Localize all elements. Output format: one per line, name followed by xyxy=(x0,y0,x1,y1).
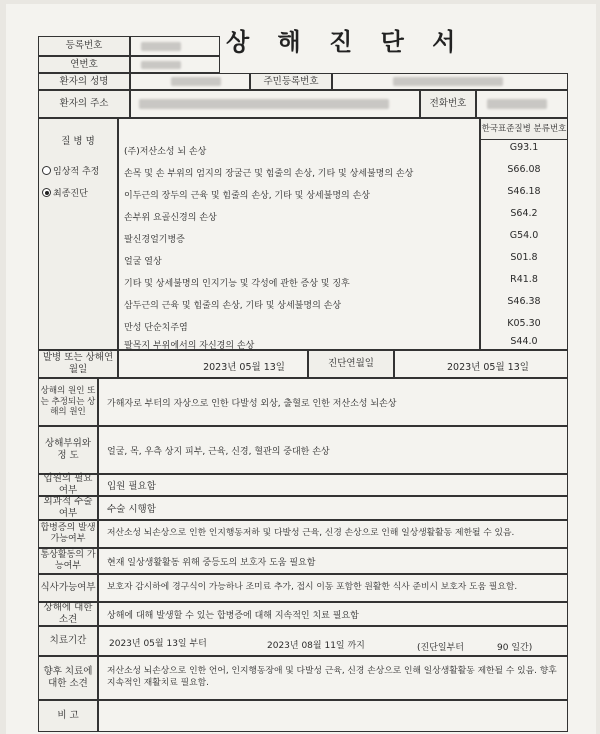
diagnosis-code: S46.38 xyxy=(507,296,541,307)
meal-value: 보호자 감시하에 경구식이 가능하나 조미료 추가, 접시 이동 포함한 원활한 식사 준비시 보호자 도움 필요함. xyxy=(98,574,568,602)
diag-date-cell xyxy=(394,350,568,378)
diagnosis-name: 팔목지 부위에서의 자신경의 손상 xyxy=(124,341,255,351)
admission-value: 입원 필요함 xyxy=(98,474,568,496)
diagnosis-code: G54.0 xyxy=(509,230,539,241)
complication-value: 저산소성 뇌손상으로 인한 인지행동저하 및 다발성 근육, 신경 손상으로 인해 일상생활활동 제한될 수 있음. xyxy=(98,520,568,548)
final-radio[interactable] xyxy=(42,188,51,197)
injury-certificate xyxy=(6,4,596,734)
daily-life-value: 현재 일상생활활동 위해 중등도의 보호자 도움 필요함 xyxy=(98,548,568,574)
diagnosis-code: K05.30 xyxy=(507,318,541,329)
daily-life-label: 통상활동의 가능여부 xyxy=(38,548,98,574)
surgery-label: 외과적 수술여부 xyxy=(38,496,98,520)
treatment-period-cell xyxy=(98,626,568,656)
kcd-header: 한국표준질병 분류번호 xyxy=(480,118,568,140)
resident-no-value xyxy=(332,73,568,90)
phone-value xyxy=(476,90,568,118)
resident-no-label: 주민등록번호 xyxy=(250,73,332,90)
provisional-label: 임상적 추정 xyxy=(53,167,100,177)
diagnosis-name: 얼굴 열상 xyxy=(124,257,162,267)
diagnosis-code: S66.08 xyxy=(507,164,541,175)
diagnosis-name: 손목 및 손 부위의 엄지의 장굴근 및 힘줄의 손상, 기타 및 상세불명의 손상 xyxy=(124,169,414,179)
remarks-value xyxy=(98,700,568,732)
diagnosis-code: G93.1 xyxy=(509,142,539,153)
treatment-to: 2023년 08월 11일 까지 xyxy=(267,641,365,651)
future-label: 향후 치료에 대한 소견 xyxy=(38,656,98,700)
cause-value: 가해자로 부터의 자상으로 인한 다발성 외상, 출혈로 인한 저산소성 뇌손상 xyxy=(98,378,568,426)
diagnosis-name: 손부위 요골신경의 손상 xyxy=(124,213,217,223)
treatment-days: 90 일간) xyxy=(497,643,533,653)
diagnosis-code: S44.0 xyxy=(510,336,538,347)
onset-date-value: 2023년 05월 13일 xyxy=(203,362,285,373)
provisional-radio[interactable] xyxy=(42,166,51,175)
diagnosis-name: 기타 및 상세불명의 인지기능 및 각성에 관한 증상 및 징후 xyxy=(124,279,350,289)
reg-no-label: 등록번호 xyxy=(38,36,130,56)
address-label: 환자의 주소 xyxy=(38,90,130,118)
onset-date-label: 발병 또는 상해연월일 xyxy=(38,350,118,378)
future-value: 저산소성 뇌손상으로 인한 언어, 인지행동장애 및 다발성 근육, 신경 손상으로 인해 일상생활활동 제한될 수 있음. 향후 지속적인 재활치료 필요함. xyxy=(98,656,568,700)
complication-label: 합병증의 발생 가능여부 xyxy=(38,520,98,548)
diagnosis-name: 이두근의 장두의 근육 및 힘줄의 손상, 기타 및 상세불명의 손상 xyxy=(124,191,370,201)
remarks-label: 비 고 xyxy=(38,700,98,732)
diagnosis-label: 질 병 명 xyxy=(61,136,95,147)
patient-name-value xyxy=(130,73,250,90)
diagnosis-code: R41.8 xyxy=(510,274,538,285)
diagnosis-code: S01.8 xyxy=(510,252,538,263)
phone-label: 전화번호 xyxy=(420,90,476,118)
surgery-value: 수술 시행함 xyxy=(98,496,568,520)
diagnosis-code: S46.18 xyxy=(507,186,541,197)
site-label: 상해부위와 정 도 xyxy=(38,426,98,474)
meal-label: 식사가능여부 xyxy=(38,574,98,602)
admission-label: 입원의 필요여부 xyxy=(38,474,98,496)
diag-date-label: 진단연월일 xyxy=(308,350,394,378)
diag-date-value: 2023년 05월 13일 xyxy=(447,362,529,373)
site-value: 얼굴, 목, 우측 상지 피부, 근육, 신경, 혈관의 중대한 손상 xyxy=(98,426,568,474)
diagnosis-label-cell xyxy=(38,118,118,350)
treatment-period-label: 치료기간 xyxy=(38,626,98,656)
diagnosis-name: (주)저산소성 뇌 손상 xyxy=(124,147,207,157)
reg-no-value xyxy=(130,36,220,56)
diagnosis-code: S64.2 xyxy=(510,208,538,219)
serial-no-value xyxy=(130,56,220,73)
onset-date-cell xyxy=(118,350,308,378)
final-label: 최종진단 xyxy=(53,189,88,199)
address-value xyxy=(130,90,420,118)
serial-no-label: 연번호 xyxy=(38,56,130,73)
cause-label: 상해의 원인 또는 추정되는 상해의 원인 xyxy=(38,378,98,426)
treatment-from: 2023년 05월 13일 부터 xyxy=(109,639,207,649)
diagnosis-name: 삼두근의 근육 및 힘줄의 손상, 기타 및 상세불명의 손상 xyxy=(124,301,342,311)
treatment-note: (진단일부터 xyxy=(417,643,464,653)
patient-name-label: 환자의 성명 xyxy=(38,73,130,90)
diagnosis-name: 팔신경얼기병증 xyxy=(124,235,185,245)
form-title: 상 해 진 단 서 xyxy=(226,28,466,56)
opinion-label: 상해에 대한 소견 xyxy=(38,602,98,626)
diagnosis-name: 만성 단순치주염 xyxy=(124,323,188,333)
opinion-value: 상해에 대해 발생할 수 있는 합병증에 대해 지속적인 치료 필요함 xyxy=(98,602,568,626)
